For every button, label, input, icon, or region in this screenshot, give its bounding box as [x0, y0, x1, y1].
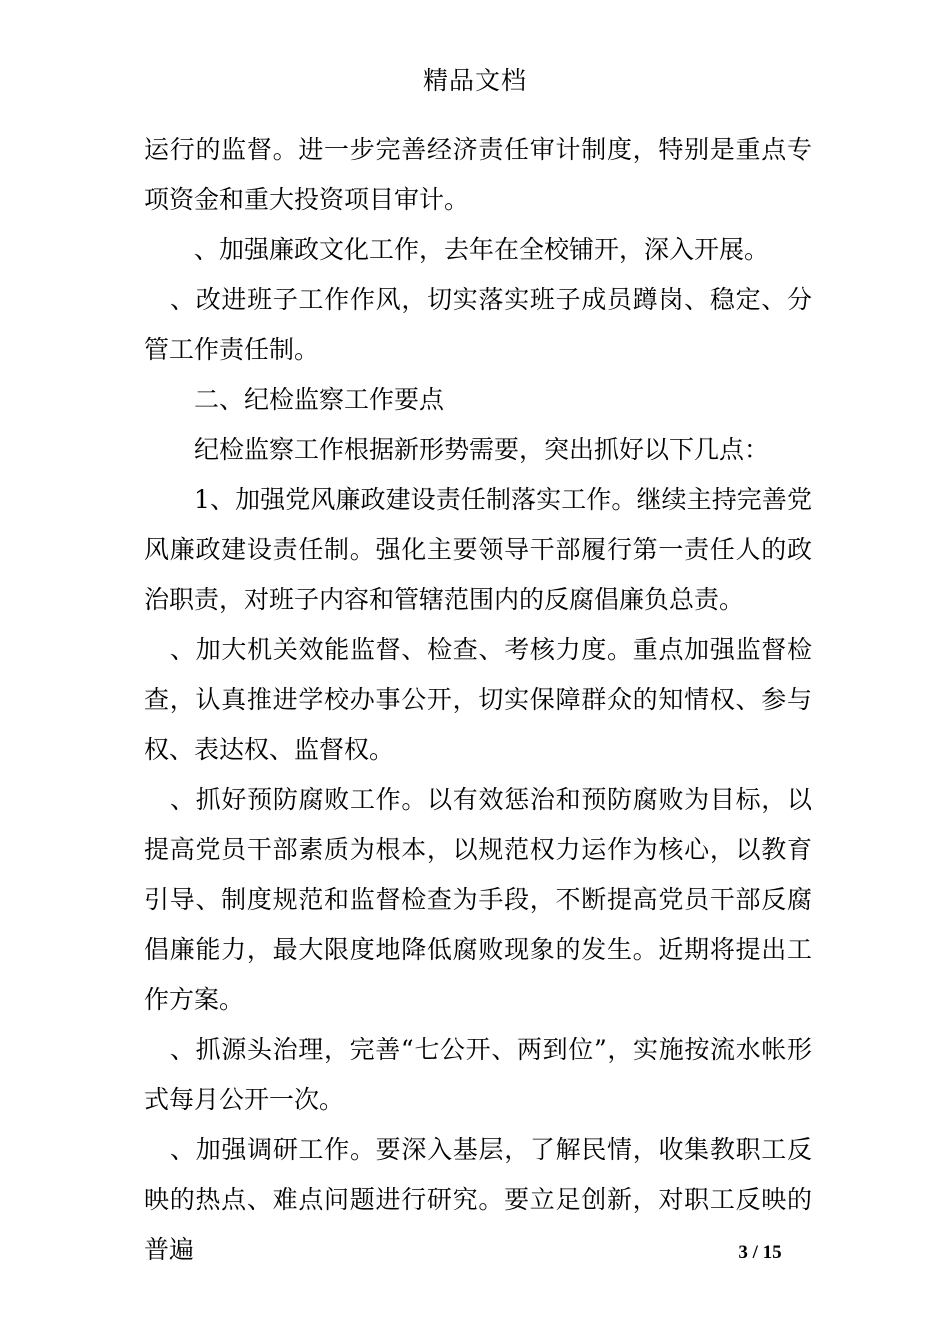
page-header: 精品文档 [422, 66, 527, 95]
section-heading: 二、纪检监察工作要点 [194, 385, 445, 414]
paragraph-integrity-culture: 、加强廉政文化工作，去年在全校铺开，深入开展。 [194, 235, 770, 264]
document-body [144, 125, 812, 1275]
paragraph-continuation: 运行的监督。进一步完善经济责任审计制度，特别是重点专项资金和重大投资项目审计。 [144, 135, 812, 214]
paragraph-item-research: 、加强调研工作。要深入基层，了解民情，收集教职工反映的热点、难点问题进行研究。要立足创新，对职工反映的普遍 [144, 1135, 812, 1264]
page-number: 3 / 15 [738, 1242, 782, 1263]
paragraph-item-1: 1、加强党风廉政建设责任制落实工作。继续主持完善党风廉政建设责任制。强化主要领导干部履行第一责任人的政治职责，对班子内容和管辖范围内的反腐倡廉负总责。 [144, 485, 812, 614]
paragraph-item-efficiency: 、加大机关效能监督、检查、考核力度。重点加强监督检查，认真推进学校办事公开，切实保障群众的知情权、参与权、表达权、监督权。 [144, 635, 812, 764]
paragraph-intro: 纪检监察工作根据新形势需要，突出抓好以下几点： [194, 435, 770, 464]
paragraph-item-source: 、抓源头治理，完善“七公开、两到位”，实施按流水帐形式每月公开一次。 [144, 1035, 812, 1114]
paragraph-work-style: 、改进班子工作作风，切实落实班子成员蹲岗、稳定、分管工作责任制。 [144, 285, 812, 364]
paragraph-item-prevention: 、抓好预防腐败工作。以有效惩治和预防腐败为目标，以提高党员干部素质为根本，以规范权力运作为核心，以教育引导、制度规范和监督检查为手段，不断提高党员干部反腐倡廉能力，最大限度地降低腐败现象的发生。近期将提出工作方案。 [144, 785, 812, 1014]
